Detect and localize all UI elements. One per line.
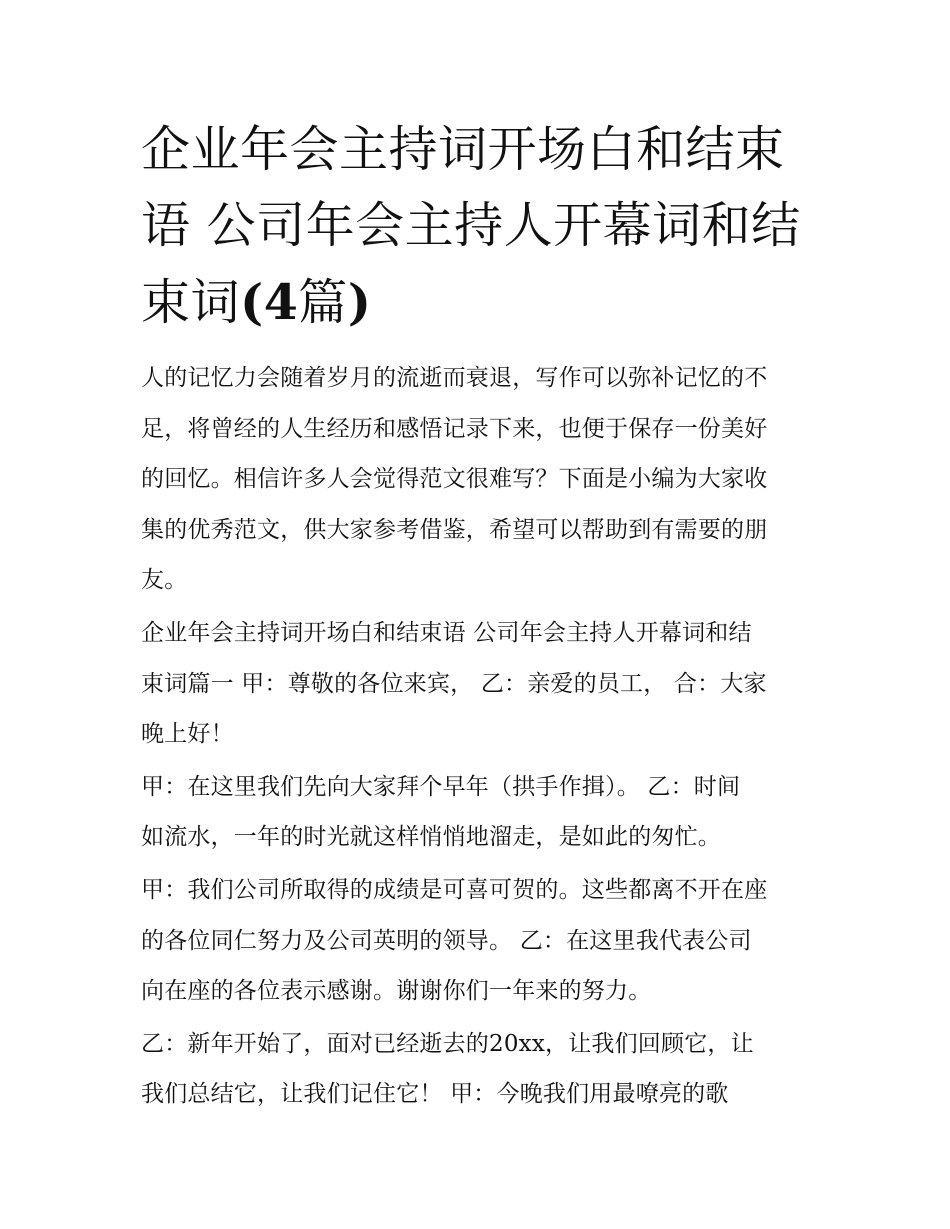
text-line: 我们总结它，让我们记住它！ 甲：今晚我们用最嘹亮的歌 [141, 1081, 729, 1108]
text-line: 集的优秀范文，供大家参考借鉴，希望可以帮助到有需要的朋 [141, 516, 768, 543]
text-line: 企业年会主持词开场白和结束语 公司年会主持人开幕词和结 [141, 619, 752, 646]
paragraph-dialogue-3 [141, 1019, 821, 1120]
title-line-3-close: ) [347, 273, 372, 331]
title-line-1: 企业年会主持词开场白和结束 [141, 121, 785, 178]
paragraph-section-heading [141, 608, 821, 760]
paragraph-intro [141, 353, 821, 606]
title-line-3-count: (4 [240, 273, 299, 331]
text-line: 的各位同仁努力及公司英明的领导。 乙：在这里我代表公司 [141, 927, 752, 954]
title-line-2: 语 公司年会主持人开幕词和结 [141, 197, 801, 254]
document-title [141, 112, 821, 341]
text-line: 甲：我们公司所取得的成绩是可喜可贺的。这些都离不开在座 [141, 876, 768, 903]
text-line: 向在座的各位表示感谢。谢谢你们一年来的努力。 [141, 978, 652, 1005]
text-line: 束词篇一 甲：尊敬的各位来宾， 乙：亲爱的员工， 合：大家 [141, 670, 767, 697]
text-line: 的回忆。相信许多人会觉得范文很难写？下面是小编为大家收 [141, 466, 768, 493]
text-line: 足，将曾经的人生经历和感悟记录下来，也便于保存一份美好 [141, 415, 768, 442]
title-line-3-prefix: 束词 [141, 274, 241, 331]
text-line: 甲：在这里我们先向大家拜个早年（拱手作揖）。 乙：时间 [141, 773, 741, 800]
title-line-3-unit: 篇 [298, 274, 348, 331]
text-line: 友。 [141, 567, 188, 594]
paragraph-dialogue-1 [141, 762, 821, 863]
document-body [141, 353, 821, 1122]
title-line-3 [141, 264, 821, 341]
text-line: 乙：新年开始了，面对已经逝去的20xx，让我们回顾它，让 [141, 1030, 754, 1057]
text-line: 晚上好！ [141, 721, 234, 748]
text-line: 人的记忆力会随着岁月的流逝而衰退，写作可以弥补记忆的不 [141, 365, 768, 391]
paragraph-dialogue-2 [141, 865, 821, 1017]
text-line: 如流水，一年的时光就这样悄悄地溜走，是如此的匆忙。 [141, 824, 721, 851]
